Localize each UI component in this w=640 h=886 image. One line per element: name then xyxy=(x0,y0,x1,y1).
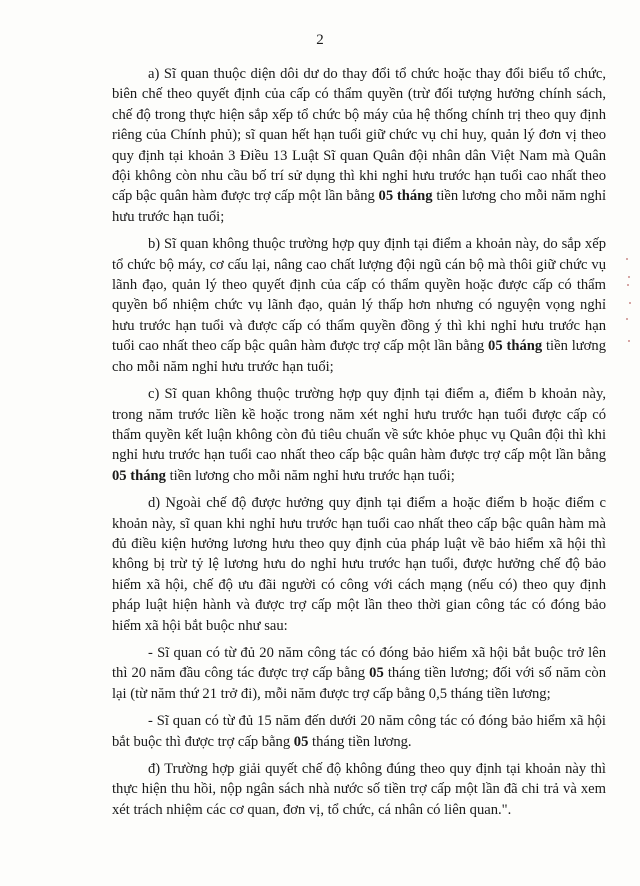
bold-text: 05 xyxy=(369,665,384,682)
ink-mark xyxy=(629,302,631,304)
text-run: c) Sĩ quan không thuộc trường hợp quy định tại điểm a, điểm b khoản này, trong năm trước liền kề hoặc trong năm xét nghỉ hưu trước hạn tuổi được cấp có thẩm quyền kết luận không còn đủ tiêu chuẩn về sức khỏe phục vụ Quân đội thì khi nghỉ hưu trước hạn tuổi cao nhất theo cấp bậc quân hàm được trợ cấp một lần bằng xyxy=(112,386,606,464)
text-run: - Sĩ quan có từ đủ 15 năm đến dưới 20 năm công tác có đóng bảo hiểm xã hội bắt buộc thì được trợ cấp bằng xyxy=(112,713,606,750)
paragraph-d-bullet-1 xyxy=(112,643,606,704)
text-run: a) Sĩ quan thuộc diện dôi dư do thay đổi tổ chức hoặc thay đổi biểu tổ chức, biên chế theo quyết định của cấp có thẩm quyền (trừ đối tượng hưởng chính sách, chế độ trong thực hiện sắp xếp tổ chức bộ máy của hệ thống chính trị theo quy định riêng của Chính phủ); sĩ quan hết hạn tuổi giữ chức vụ chỉ huy, quản lý đơn vị theo quy định tại khoản 3 Điều 13 Luật Sĩ quan Quân đội nhân dân Việt Nam mà Quân đội không còn nhu cầu bố trí sử dụng thì khi nghỉ hưu trước hạn tuổi cao nhất theo cấp bậc quân hàm được trợ cấp một lần bằng xyxy=(112,66,606,205)
text-run: b) Sĩ quan không thuộc trường hợp quy định tại điểm a khoản này, do sắp xếp tổ chức bộ máy, cơ cấu lại, nâng cao chất lượng đội ngũ cán bộ mà thôi giữ chức vụ lãnh đạo, quản lý theo quyết định của cấp có thẩm quyền hoặc được cấp có thẩm quyền bổ nhiệm chức vụ lãnh đạo, quản lý thấp hơn nhưng có nguyện vọng nghỉ hưu trước hạn tuổi và được cấp có thẩm quyền đồng ý thì khi nghỉ hưu trước hạn tuổi cao nhất theo cấp bậc quân hàm được trợ cấp một lần bằng xyxy=(112,236,606,355)
bold-text: 05 tháng xyxy=(488,338,543,355)
margin-ink-marks xyxy=(624,258,634,358)
paragraph-d-bullet-2 xyxy=(112,711,606,752)
text-run: tiền lương cho mỗi năm nghỉ hưu trước hạn tuổi; xyxy=(165,467,455,484)
bold-text: 05 tháng xyxy=(378,188,433,205)
ink-mark xyxy=(626,318,628,320)
bold-text: 05 tháng xyxy=(112,467,166,484)
document-body xyxy=(112,64,606,820)
text-run: tiền lương cho mỗi năm nghỉ hưu trước hạn tuổi; xyxy=(112,188,606,225)
paragraph-dd xyxy=(112,759,606,820)
paragraph-d xyxy=(112,493,606,636)
paragraph-c xyxy=(112,384,606,486)
text-run: - Sĩ quan có từ đủ 20 năm công tác có đóng bảo hiểm xã hội bắt buộc trở lên thì 20 năm đầu công tác được trợ cấp bằng xyxy=(112,644,606,682)
text-run: tiền lương cho mỗi năm nghỉ hưu trước hạn tuổi; xyxy=(112,338,606,375)
text-run: đ) Trường hợp giải quyết chế độ không đúng theo quy định tại khoản này thì thực hiện thu hồi, nộp ngân sách nhà nước số tiền trợ cấp một lần đã chi trả và xem xét trách nhiệm các cơ quan, đơn vị, tổ chức, cá nhân có liên quan.". xyxy=(112,761,606,818)
ink-mark xyxy=(627,284,629,286)
paragraph-b xyxy=(112,234,606,377)
paragraph-a xyxy=(112,64,606,227)
text-run: d) Ngoài chế độ được hưởng quy định tại điểm a hoặc điểm b hoặc điểm c khoản này, sĩ quan khi nghỉ hưu trước hạn tuổi cao nhất theo cấp bậc quân hàm mà đủ điều kiện hưởng lương hưu theo quy định của pháp luật về bảo hiểm xã hội thì không bị trừ tỷ lệ lương hưu do nghỉ hưu trước hạn tuổi, được hưởng chế độ bảo hiểm xã hội, chế độ ưu đãi người có công với cách mạng (nếu có) theo quy định pháp luật hiện hành và được trợ cấp một lần theo thời gian công tác có đóng bảo hiểm xã hội bắt buộc như sau: xyxy=(112,495,606,634)
ink-mark xyxy=(628,340,630,342)
bold-text: 05 xyxy=(293,733,309,750)
ink-mark xyxy=(626,258,628,260)
page-number: 2 xyxy=(316,32,324,48)
text-run: tháng tiền lương. xyxy=(308,733,412,750)
ink-mark xyxy=(628,276,630,278)
text-run: tháng tiền lương; đối với số năm còn lại (từ năm thứ 21 trở đi), mỗi năm được trợ cấp bằng 0,5 tháng tiền lương; xyxy=(112,665,606,702)
